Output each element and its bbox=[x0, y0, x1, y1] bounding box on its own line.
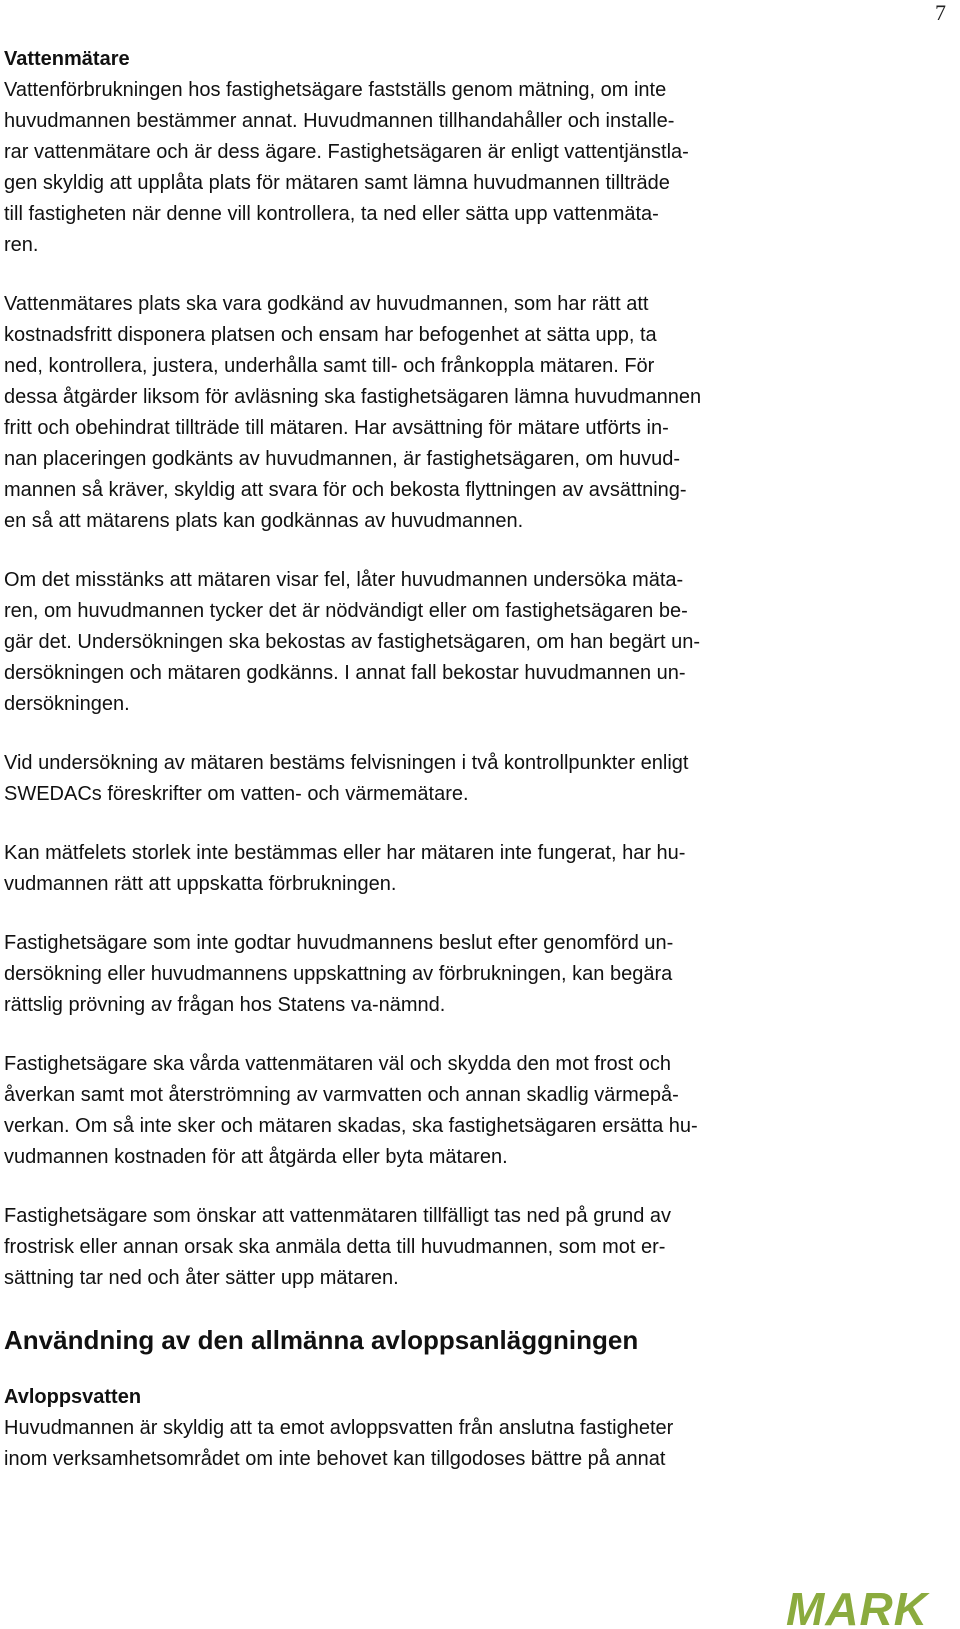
document-body bbox=[4, 44, 824, 1503]
text-line: Fastighetsägare som önskar att vattenmätaren tillfälligt tas ned på grund av bbox=[4, 1205, 672, 1227]
text-line: gär det. Undersökningen ska bekostas av fastighetsägaren, om han begärt un- bbox=[4, 631, 700, 653]
text-line: Kan mätfelets storlek inte bestämmas eller har mätaren inte fungerat, har hu- bbox=[4, 842, 686, 864]
text-line: vudmannen kostnaden för att åtgärda eller byta mätaren. bbox=[4, 1146, 508, 1168]
text-line: SWEDACs föreskrifter om vatten- och värmemätare. bbox=[4, 783, 469, 805]
paragraph-fault bbox=[4, 565, 824, 720]
text-line: Fastighetsägare som inte godtar huvudmannens beslut efter genomförd un- bbox=[4, 932, 674, 954]
text-line: Fastighetsägare ska vårda vattenmätaren väl och skydda den mot frost och bbox=[4, 1053, 672, 1075]
section-title-avlopp: Användning av den allmänna avloppsanläggningen bbox=[4, 1325, 639, 1355]
text-line: ren. bbox=[4, 234, 39, 256]
heading-vattenmatare: Vattenmätare bbox=[4, 48, 130, 70]
text-line: Vattenmätares plats ska vara godkänd av huvudmannen, som har rätt att bbox=[4, 293, 649, 315]
text-line: dersökningen och mätaren godkänns. I annat fall bekostar huvudmannen un- bbox=[4, 662, 686, 684]
paragraph-intro bbox=[4, 75, 824, 261]
text-line: kostnadsfritt disponera platsen och ensam har befogenhet at sätta upp, ta bbox=[4, 324, 657, 346]
paragraph-appeal bbox=[4, 928, 824, 1021]
page-number: 7 bbox=[935, 0, 946, 25]
text-line: Huvudmannen är skyldig att ta emot avloppsvatten från anslutna fastigheter bbox=[4, 1417, 674, 1439]
text-line: nan placeringen godkänts av huvudmannen, är fastighetsägaren, om huvud- bbox=[4, 448, 681, 470]
text-line: rar vattenmätare och är dess ägare. Fastighetsägaren är enligt vattentjänstla- bbox=[4, 141, 689, 163]
text-line: dersökningen. bbox=[4, 693, 130, 715]
paragraph-placement bbox=[4, 289, 824, 537]
mark-logo bbox=[784, 1587, 956, 1629]
text-line: ned, kontrollera, justera, underhålla samt till- och frånkoppla mätaren. För bbox=[4, 355, 655, 377]
text-line: verkan. Om så inte sker och mätaren skadas, ska fastighetsägaren ersätta hu- bbox=[4, 1115, 698, 1137]
text-line: inom verksamhetsområdet om inte behovet kan tillgodoses bättre på annat bbox=[4, 1448, 666, 1470]
paragraph-removal bbox=[4, 1201, 824, 1294]
text-line: gen skyldig att upplåta plats för mätaren samt lämna huvudmannen tillträde bbox=[4, 172, 670, 194]
text-line: vudmannen rätt att uppskatta förbrukningen. bbox=[4, 873, 397, 895]
section-vattenmatare bbox=[4, 44, 824, 1294]
text-line: till fastigheten när denne vill kontrollera, ta ned eller sätta upp vattenmäta- bbox=[4, 203, 659, 225]
section-avlopp bbox=[4, 1322, 824, 1475]
text-line: dersökning eller huvudmannens uppskattning av förbrukningen, kan begära bbox=[4, 963, 673, 985]
text-line: Vid undersökning av mätaren bestäms felvisningen i två kontrollpunkter enligt bbox=[4, 752, 689, 774]
text-line: mannen så kräver, skyldig att svara för och bekosta flyttningen av avsättning- bbox=[4, 479, 687, 501]
text-line: en så att mätarens plats kan godkännas av huvudmannen. bbox=[4, 510, 524, 532]
text-line: dessa åtgärder liksom för avläsning ska fastighetsägaren lämna huvudmannen bbox=[4, 386, 702, 408]
text-line: rättslig prövning av frågan hos Statens va-nämnd. bbox=[4, 994, 446, 1016]
paragraph-avloppsvatten bbox=[4, 1413, 824, 1475]
text-line: åverkan samt mot återströmning av varmvatten och annan skadlig värmepå- bbox=[4, 1084, 679, 1106]
text-line: Om det misstänks att mätaren visar fel, låter huvudmannen undersöka mäta- bbox=[4, 569, 684, 591]
paragraph-estimate bbox=[4, 838, 824, 900]
text-line: huvudmannen bestämmer annat. Huvudmannen tillhandahåller och installe- bbox=[4, 110, 675, 132]
heading-avloppsvatten: Avloppsvatten bbox=[4, 1386, 142, 1408]
text-line: Vattenförbrukningen hos fastighetsägare fastställs genom mätning, om inte bbox=[4, 79, 667, 101]
text-line: fritt och obehindrat tillträde till mätaren. Har avsättning för mätare utförts in- bbox=[4, 417, 669, 439]
paragraph-care bbox=[4, 1049, 824, 1173]
paragraph-inspection bbox=[4, 748, 824, 810]
text-line: sättning tar ned och åter sätter upp mätaren. bbox=[4, 1267, 399, 1289]
text-line: ren, om huvudmannen tycker det är nödvändigt eller om fastighetsägaren be- bbox=[4, 600, 688, 622]
text-line: frostrisk eller annan orsak ska anmäla detta till huvudmannen, som mot er- bbox=[4, 1236, 666, 1258]
logo-wordmark: MARK bbox=[786, 1587, 928, 1629]
